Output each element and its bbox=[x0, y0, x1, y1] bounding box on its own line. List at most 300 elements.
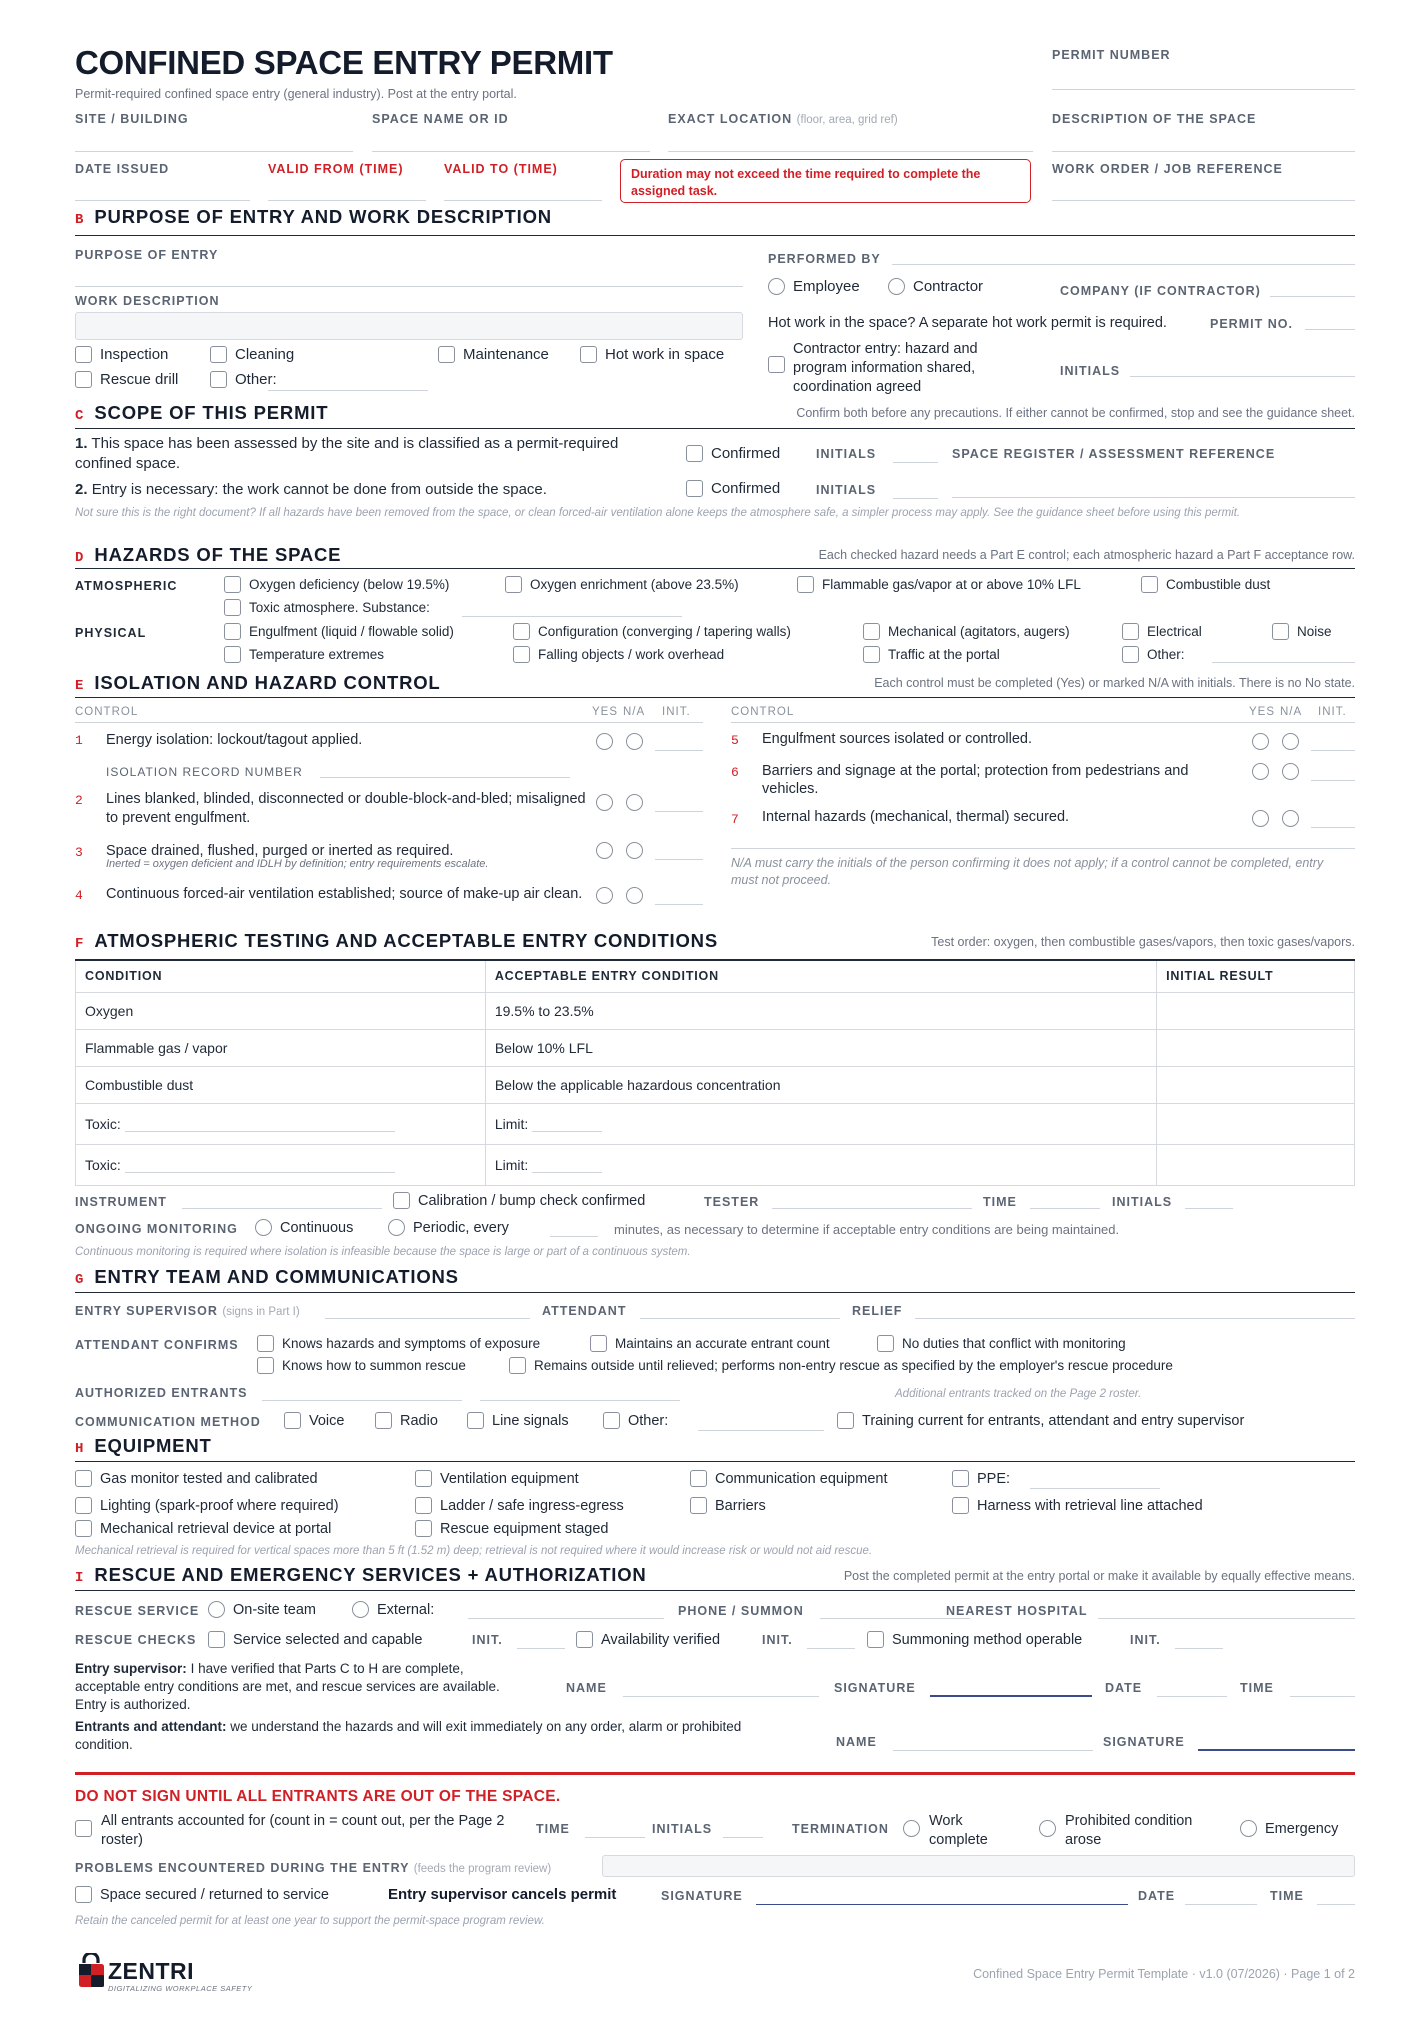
closeout-warning: DO NOT SIGN UNTIL ALL ENTRANTS ARE OUT OF THE SPACE. bbox=[75, 1788, 561, 1805]
checkbox[interactable] bbox=[513, 646, 530, 663]
checkbox[interactable] bbox=[210, 346, 227, 363]
cancel-signature-field[interactable] bbox=[756, 1904, 1128, 1905]
result-cell[interactable] bbox=[1157, 1103, 1355, 1144]
control-2-number: 2 bbox=[75, 793, 83, 808]
control-4-text: Continuous forced-air ventilation established; source of make-up air clean. bbox=[106, 886, 583, 902]
radio[interactable] bbox=[1240, 1820, 1257, 1837]
result-cell[interactable] bbox=[1157, 1029, 1355, 1066]
control-6-yes[interactable] bbox=[1252, 763, 1269, 780]
checkbox[interactable] bbox=[797, 576, 814, 593]
condition-cell[interactable]: Toxic: bbox=[76, 1144, 486, 1185]
date-issued-label: DATE ISSUED bbox=[75, 162, 170, 176]
atmospheric-table bbox=[75, 959, 1355, 1186]
entrant-field-2[interactable] bbox=[480, 1400, 680, 1401]
additional-entrants-note: Additional entrants tracked on the Page 2 roster. bbox=[895, 1388, 1142, 1400]
cleaning-option[interactable]: Cleaning bbox=[210, 346, 294, 363]
training-current[interactable]: Training current for entrants, attendant and entry supervisor bbox=[837, 1412, 1244, 1429]
attendant-remains-outside[interactable]: Remains outside until relieved; performs non-entry rescue as specified by the employer's rescue procedure bbox=[509, 1357, 1173, 1374]
work-description-field[interactable] bbox=[75, 312, 743, 340]
communication-method-label: COMMUNICATION METHOD bbox=[75, 1415, 261, 1429]
toxic-substance-field[interactable] bbox=[462, 616, 682, 617]
control-2-initials[interactable] bbox=[655, 811, 703, 812]
checkbox[interactable] bbox=[686, 445, 703, 462]
summon-init-field[interactable] bbox=[1175, 1648, 1223, 1649]
closeout-time-field[interactable] bbox=[585, 1837, 645, 1838]
section-e-note: Each control must be completed (Yes) or marked N/A with initials. There is no No state. bbox=[874, 676, 1355, 690]
comm-line-signals[interactable]: Line signals bbox=[467, 1412, 569, 1429]
closeout-initials-field[interactable] bbox=[723, 1837, 763, 1838]
performed-by-field[interactable] bbox=[892, 264, 1355, 265]
svc-init-label: INIT. bbox=[472, 1633, 503, 1647]
page-title: CONFINED SPACE ENTRY PERMIT bbox=[75, 44, 613, 81]
control-7-text: Internal hazards (mechanical, thermal) secured. bbox=[762, 809, 1070, 825]
control-3-na[interactable] bbox=[626, 842, 643, 859]
radio[interactable] bbox=[388, 1219, 405, 1236]
entry-supervisor-label: ENTRY SUPERVISOR (signs in Part I) bbox=[75, 1304, 300, 1318]
control-1-initials[interactable] bbox=[655, 750, 703, 751]
check-service-capable[interactable]: Service selected and capable bbox=[208, 1631, 422, 1648]
valid-from-field[interactable] bbox=[268, 200, 426, 201]
checkbox[interactable] bbox=[75, 1470, 92, 1487]
radio[interactable] bbox=[903, 1820, 920, 1837]
entrant-name-label: NAME bbox=[836, 1735, 877, 1749]
site-field[interactable] bbox=[75, 151, 353, 152]
entrants-acknowledgement-text: Entrants and attendant: we understand the hazards and will exit immediately on any order, alarm or prohibited condition. bbox=[75, 1719, 742, 1752]
entrant-field-1[interactable] bbox=[262, 1400, 462, 1401]
equip-harness[interactable]: Harness with retrieval line attached bbox=[952, 1497, 1203, 1514]
register-label: SPACE REGISTER / ASSESSMENT REFERENCE bbox=[952, 447, 1276, 461]
permit-no-field[interactable] bbox=[1305, 329, 1355, 330]
control-3-text: Space drained, flushed, purged or inerted as required. bbox=[106, 843, 454, 859]
checkbox[interactable] bbox=[580, 346, 597, 363]
closeout-time-label: TIME bbox=[536, 1822, 570, 1836]
scope-1-initials-field[interactable] bbox=[893, 462, 938, 463]
checkbox[interactable] bbox=[576, 1631, 593, 1648]
control-1-number: 1 bbox=[75, 733, 83, 748]
cancel-date-label: DATE bbox=[1138, 1889, 1176, 1903]
comm-other-field[interactable] bbox=[698, 1430, 824, 1431]
result-cell[interactable] bbox=[1157, 992, 1355, 1029]
checkbox[interactable] bbox=[867, 1631, 884, 1648]
equip-ladder[interactable]: Ladder / safe ingress-egress bbox=[415, 1497, 624, 1514]
checkbox[interactable] bbox=[837, 1412, 854, 1429]
supervisor-name-label: NAME bbox=[566, 1681, 607, 1695]
checkbox[interactable] bbox=[224, 576, 241, 593]
table-header-condition: CONDITION bbox=[76, 960, 486, 992]
section-f-header: F ATMOSPHERIC TESTING AND ACCEPTABLE ENTRY CONDITIONS bbox=[75, 930, 718, 952]
table-header-result: INITIAL RESULT bbox=[1157, 960, 1355, 992]
na-header-left: N/A bbox=[623, 706, 646, 718]
problems-field[interactable] bbox=[602, 1855, 1355, 1877]
date-issued-field[interactable] bbox=[75, 200, 250, 201]
inspection-option[interactable]: Inspection bbox=[75, 346, 168, 363]
contractor-entry-checkbox[interactable] bbox=[768, 356, 785, 373]
description-field[interactable] bbox=[1052, 151, 1355, 152]
na-header-right: N/A bbox=[1280, 706, 1303, 718]
entrants-accounted-checkbox[interactable] bbox=[75, 1820, 92, 1837]
attendant-knows-hazards[interactable]: Knows hazards and symptoms of exposure bbox=[257, 1335, 540, 1352]
section-h-header: H EQUIPMENT bbox=[75, 1435, 212, 1457]
acceptable-cell[interactable]: Limit: bbox=[485, 1144, 1156, 1185]
other-option[interactable]: Other: bbox=[210, 371, 277, 388]
equip-communication[interactable]: Communication equipment bbox=[690, 1470, 887, 1487]
hazard-configuration[interactable]: Configuration (converging / tapering walls) bbox=[513, 623, 791, 640]
control-3-note: Inerted = oxygen deficient and IDLH by definition; entry requirements escalate. bbox=[106, 858, 489, 870]
checkbox[interactable] bbox=[438, 346, 455, 363]
radio[interactable] bbox=[768, 278, 785, 295]
checkbox[interactable] bbox=[75, 371, 92, 388]
scope-footnote: Not sure this is the right document? If all hazards have been removed from the space, or clean forced-air ventilation alone keeps the atmosphere safe, a simpler process may apply. See the guidance sheet before using this permit. bbox=[75, 507, 1241, 519]
control-2-na[interactable] bbox=[626, 794, 643, 811]
hazard-traffic[interactable]: Traffic at the portal bbox=[863, 646, 1000, 663]
physical-label: PHYSICAL bbox=[75, 626, 147, 640]
hazard-other[interactable]: Other: bbox=[1122, 646, 1185, 663]
supervisor-time-field[interactable] bbox=[1290, 1696, 1355, 1697]
performed-by-label: PERFORMED BY bbox=[768, 252, 881, 266]
authorized-entrants-label: AUTHORIZED ENTRANTS bbox=[75, 1386, 248, 1400]
rescue-external[interactable]: External: bbox=[352, 1601, 434, 1618]
hazard-electrical[interactable]: Electrical bbox=[1122, 623, 1202, 640]
comm-other[interactable]: Other: bbox=[603, 1412, 668, 1429]
section-h-rule bbox=[75, 1461, 1355, 1462]
check-summoning[interactable]: Summoning method operable bbox=[867, 1631, 1082, 1648]
termination-label: TERMINATION bbox=[792, 1822, 889, 1836]
section-b-header: B PURPOSE OF ENTRY AND WORK DESCRIPTION bbox=[75, 206, 552, 228]
test-initials-label: INITIALS bbox=[1112, 1195, 1173, 1209]
equip-barriers[interactable]: Barriers bbox=[690, 1497, 766, 1514]
check-availability[interactable]: Availability verified bbox=[576, 1631, 720, 1648]
section-i-rule bbox=[75, 1590, 1355, 1591]
condition-cell: Combustible dust bbox=[76, 1066, 486, 1103]
equip-gas-monitor[interactable]: Gas monitor tested and calibrated bbox=[75, 1470, 318, 1487]
checkbox[interactable] bbox=[603, 1412, 620, 1429]
hazard-o2-deficiency[interactable]: Oxygen deficiency (below 19.5%) bbox=[224, 576, 449, 593]
supervisor-signature-field[interactable] bbox=[930, 1695, 1092, 1697]
checkbox[interactable] bbox=[690, 1470, 707, 1487]
termination-emergency[interactable]: Emergency bbox=[1240, 1820, 1338, 1837]
checkbox[interactable] bbox=[1272, 623, 1289, 640]
checkbox[interactable] bbox=[375, 1412, 392, 1429]
monitoring-footnote: Continuous monitoring is required where isolation is infeasible because the space is large or part of a continuous system. bbox=[75, 1246, 691, 1258]
ongoing-monitoring-label: ONGOING MONITORING bbox=[75, 1222, 238, 1236]
contractor-initials-field[interactable] bbox=[1130, 376, 1355, 377]
hazard-other-field[interactable] bbox=[1212, 662, 1355, 663]
control-3-initials[interactable] bbox=[655, 859, 703, 860]
checkbox[interactable] bbox=[208, 1631, 225, 1648]
permit-number-field[interactable] bbox=[1052, 89, 1355, 90]
checkbox[interactable] bbox=[75, 1820, 92, 1837]
yes-header-left: YES bbox=[592, 706, 619, 718]
section-c-note: Confirm both before any precautions. If either cannot be confirmed, stop and see the guidance sheet. bbox=[796, 406, 1355, 420]
site-label: SITE / BUILDING bbox=[75, 112, 189, 126]
work-order-field[interactable] bbox=[1052, 200, 1355, 201]
cancel-time-label: TIME bbox=[1270, 1889, 1304, 1903]
other-field[interactable] bbox=[268, 390, 428, 391]
checkbox[interactable] bbox=[284, 1412, 301, 1429]
section-b-rule bbox=[75, 235, 1355, 236]
na-note: N/A must carry the initials of the person confirming it does not apply; if a control cannot be completed, entry must not proceed. bbox=[731, 856, 1324, 887]
checkbox[interactable] bbox=[1122, 646, 1139, 663]
checkbox[interactable] bbox=[224, 623, 241, 640]
calibration-option[interactable]: Calibration / bump check confirmed bbox=[393, 1192, 645, 1209]
continuous-option[interactable]: Continuous bbox=[255, 1219, 353, 1236]
purpose-field[interactable] bbox=[75, 286, 743, 287]
checkbox[interactable] bbox=[1122, 623, 1139, 640]
purpose-label: PURPOSE OF ENTRY bbox=[75, 248, 219, 262]
contractor-entry-text: Contractor entry: hazard and program information shared, coordination agreed bbox=[793, 341, 978, 395]
test-time-label: TIME bbox=[983, 1195, 1017, 1209]
scope-2-confirmed[interactable]: Confirmed bbox=[686, 480, 780, 497]
rescue-checks-label: RESCUE CHECKS bbox=[75, 1633, 197, 1647]
entrants-accounted-text: All entrants accounted for (count in = count out, per the Page 2 roster) bbox=[101, 1813, 505, 1848]
equip-mechanical-retrieval[interactable]: Mechanical retrieval device at portal bbox=[75, 1520, 331, 1537]
scope-1-initials-label: INITIALS bbox=[816, 447, 877, 461]
control-5-na[interactable] bbox=[1282, 733, 1299, 750]
control-6-na[interactable] bbox=[1282, 763, 1299, 780]
svc-init-field[interactable] bbox=[517, 1648, 565, 1649]
checkbox[interactable] bbox=[590, 1335, 607, 1352]
control-1-yes[interactable] bbox=[596, 733, 613, 750]
footer-version: Confined Space Entry Permit Template · v1.0 (07/2026) · Page 1 of 2 bbox=[973, 1967, 1355, 1981]
control-7-initials[interactable] bbox=[1311, 827, 1355, 828]
hazard-flammable[interactable]: Flammable gas/vapor at or above 10% LFL bbox=[797, 576, 1081, 593]
section-i-note: Post the completed permit at the entry portal or make it available by equally effective means. bbox=[843, 1569, 1355, 1583]
space-name-field[interactable] bbox=[372, 151, 650, 152]
rescue-drill-option[interactable]: Rescue drill bbox=[75, 371, 178, 388]
checkbox[interactable] bbox=[415, 1497, 432, 1514]
contractor-option[interactable]: Contractor bbox=[888, 278, 983, 295]
control-6-number: 6 bbox=[731, 765, 739, 780]
isolation-record-field[interactable] bbox=[320, 777, 570, 778]
control-3-number: 3 bbox=[75, 845, 83, 860]
exact-location-field[interactable] bbox=[668, 151, 1033, 152]
cancel-signature-label: SIGNATURE bbox=[661, 1889, 743, 1903]
condition-cell[interactable]: Toxic: bbox=[76, 1103, 486, 1144]
result-cell[interactable] bbox=[1157, 1144, 1355, 1185]
relief-label: RELIEF bbox=[852, 1304, 903, 1318]
summon-init-label: INIT. bbox=[1130, 1633, 1161, 1647]
control-6-initials[interactable] bbox=[1311, 780, 1355, 781]
hazard-noise[interactable]: Noise bbox=[1272, 623, 1332, 640]
scope-2-initials-field[interactable] bbox=[893, 498, 938, 499]
equip-rescue[interactable]: Rescue equipment staged bbox=[415, 1520, 608, 1537]
supervisor-date-label: DATE bbox=[1105, 1681, 1143, 1695]
result-cell[interactable] bbox=[1157, 1066, 1355, 1103]
checkbox[interactable] bbox=[863, 623, 880, 640]
hazard-mechanical[interactable]: Mechanical (agitators, augers) bbox=[863, 623, 1070, 640]
phone-field[interactable] bbox=[820, 1618, 970, 1619]
control-5-number: 5 bbox=[731, 733, 739, 748]
closeout-initials-label: INITIALS bbox=[652, 1822, 713, 1836]
acceptable-cell[interactable]: Limit: bbox=[485, 1103, 1156, 1144]
termination-work-complete[interactable] bbox=[903, 1820, 920, 1837]
checkbox[interactable] bbox=[75, 346, 92, 363]
checkbox[interactable] bbox=[257, 1335, 274, 1352]
entrant-name-field[interactable] bbox=[893, 1750, 1093, 1751]
work-description-label: WORK DESCRIPTION bbox=[75, 294, 220, 308]
maintenance-option[interactable]: Maintenance bbox=[438, 346, 549, 363]
equip-ventilation[interactable]: Ventilation equipment bbox=[415, 1470, 579, 1487]
table-row bbox=[76, 1144, 1355, 1185]
control-7-yes[interactable] bbox=[1252, 810, 1269, 827]
control-7-number: 7 bbox=[731, 812, 739, 827]
control-5-text: Engulfment sources isolated or controlled. bbox=[762, 731, 1033, 747]
table-row bbox=[76, 1029, 1355, 1066]
work-order-label: WORK ORDER / JOB REFERENCE bbox=[1052, 162, 1283, 176]
table-row bbox=[76, 1066, 1355, 1103]
rescue-external-field[interactable] bbox=[468, 1618, 664, 1619]
checkbox[interactable] bbox=[75, 1886, 92, 1903]
checkbox[interactable] bbox=[686, 480, 703, 497]
section-i-header: I RESCUE AND EMERGENCY SERVICES + AUTHORIZATION bbox=[75, 1564, 647, 1586]
hazard-falling[interactable]: Falling objects / work overhead bbox=[513, 646, 724, 663]
control-5-yes[interactable] bbox=[1252, 733, 1269, 750]
table-header-row bbox=[76, 960, 1355, 992]
test-time-field[interactable] bbox=[1030, 1208, 1100, 1209]
checkbox[interactable] bbox=[224, 646, 241, 663]
checkbox[interactable] bbox=[210, 371, 227, 388]
acceptable-cell: Below 10% LFL bbox=[485, 1029, 1156, 1066]
checkbox[interactable] bbox=[467, 1412, 484, 1429]
radio[interactable] bbox=[352, 1601, 369, 1618]
scope-item-1: 1. This space has been assessed by the site and is classified as a permit-required confined space. bbox=[75, 435, 619, 472]
control-3-yes[interactable] bbox=[596, 842, 613, 859]
attendant-entrant-count[interactable]: Maintains an accurate entrant count bbox=[590, 1335, 830, 1352]
tester-field[interactable] bbox=[772, 1208, 972, 1209]
checkbox[interactable] bbox=[224, 599, 241, 616]
hot-work-note: Hot work in the space? A separate hot work permit is required. bbox=[768, 315, 1167, 331]
control-7-na[interactable] bbox=[1282, 810, 1299, 827]
periodic-option[interactable]: Periodic, every bbox=[388, 1219, 509, 1236]
scope-item-2: 2. Entry is necessary: the work cannot be done from outside the space. bbox=[75, 481, 547, 498]
hazard-temperature[interactable]: Temperature extremes bbox=[224, 646, 384, 663]
comm-voice[interactable]: Voice bbox=[284, 1412, 344, 1429]
test-initials-field[interactable] bbox=[1185, 1208, 1233, 1209]
checkbox[interactable] bbox=[952, 1470, 969, 1487]
section-g-rule bbox=[75, 1292, 1355, 1293]
checkbox[interactable] bbox=[768, 356, 785, 373]
control-header-right: CONTROL bbox=[731, 706, 795, 718]
supervisor-date-field[interactable] bbox=[1157, 1696, 1227, 1697]
checkbox[interactable] bbox=[415, 1470, 432, 1487]
company-field[interactable] bbox=[1270, 296, 1355, 297]
entry-supervisor-field[interactable] bbox=[325, 1318, 530, 1319]
checkbox[interactable] bbox=[877, 1335, 894, 1352]
register-field[interactable] bbox=[952, 497, 1355, 498]
permit-no-label: PERMIT NO. bbox=[1210, 317, 1293, 331]
scope-2-initials-label: INITIALS bbox=[816, 483, 877, 497]
checkbox[interactable] bbox=[690, 1497, 707, 1514]
instrument-field[interactable] bbox=[182, 1208, 382, 1209]
control-header-rule-right bbox=[731, 722, 1355, 723]
atmospheric-label: ATMOSPHERIC bbox=[75, 579, 178, 593]
checkbox[interactable] bbox=[257, 1357, 274, 1374]
checkbox[interactable] bbox=[1141, 576, 1158, 593]
radio[interactable] bbox=[888, 278, 905, 295]
cancel-date-field[interactable] bbox=[1185, 1904, 1257, 1905]
rescue-service-label: RESCUE SERVICE bbox=[75, 1604, 200, 1618]
control-5-initials[interactable] bbox=[1311, 750, 1355, 751]
valid-to-label: VALID TO (TIME) bbox=[444, 162, 558, 176]
control-header-rule-left bbox=[75, 722, 703, 723]
termination-prohibited[interactable] bbox=[1039, 1820, 1056, 1837]
scope-1-confirmed[interactable]: Confirmed bbox=[686, 445, 780, 462]
hospital-label: NEAREST HOSPITAL bbox=[946, 1604, 1088, 1618]
checkbox[interactable] bbox=[513, 623, 530, 640]
radio[interactable] bbox=[208, 1601, 225, 1618]
rescue-onsite[interactable]: On-site team bbox=[208, 1601, 316, 1618]
periodic-minutes-field[interactable] bbox=[550, 1236, 598, 1237]
supervisor-name-field[interactable] bbox=[623, 1696, 819, 1697]
attendant-field[interactable] bbox=[640, 1318, 840, 1319]
hot-work-option[interactable]: Hot work in space bbox=[580, 346, 724, 363]
section-e-header: E ISOLATION AND HAZARD CONTROL bbox=[75, 672, 441, 694]
table-row bbox=[76, 1103, 1355, 1144]
brand-tagline: DIGITALIZING WORKPLACE SAFETY bbox=[108, 1984, 253, 1993]
checkbox[interactable] bbox=[505, 576, 522, 593]
control-4-na[interactable] bbox=[626, 887, 643, 904]
checkbox[interactable] bbox=[415, 1520, 432, 1537]
equip-ppe-field[interactable] bbox=[1030, 1488, 1160, 1489]
checkbox[interactable] bbox=[75, 1497, 92, 1514]
instrument-label: INSTRUMENT bbox=[75, 1195, 167, 1209]
relief-field[interactable] bbox=[915, 1318, 1355, 1319]
avail-init-field[interactable] bbox=[807, 1648, 855, 1649]
phone-label: PHONE / SUMMON bbox=[678, 1604, 804, 1618]
work-complete-text: Work complete bbox=[929, 1813, 988, 1848]
cancel-time-field[interactable] bbox=[1317, 1904, 1355, 1905]
space-secured-option[interactable]: Space secured / returned to service bbox=[75, 1886, 329, 1903]
prohibited-text: Prohibited condition arose bbox=[1065, 1813, 1193, 1848]
checkbox[interactable] bbox=[509, 1357, 526, 1374]
hazard-dust[interactable]: Combustible dust bbox=[1141, 576, 1270, 593]
section-d-note: Each checked hazard needs a Part E control; each atmospheric hazard a Part F acceptance row. bbox=[818, 548, 1355, 562]
attendant-no-conflict[interactable]: No duties that conflict with monitoring bbox=[877, 1335, 1126, 1352]
checkbox[interactable] bbox=[393, 1192, 410, 1209]
control-1-na[interactable] bbox=[626, 733, 643, 750]
section-c-rule bbox=[75, 428, 1355, 429]
space-name-label: SPACE NAME OR ID bbox=[372, 112, 509, 126]
valid-to-field[interactable] bbox=[444, 200, 602, 201]
hazard-o2-enrichment[interactable]: Oxygen enrichment (above 23.5%) bbox=[505, 576, 739, 593]
equip-ppe[interactable]: PPE: bbox=[952, 1470, 1010, 1487]
control-6-text: Barriers and signage at the portal; protection from pedestrians and vehicles. bbox=[762, 763, 1189, 797]
control-2-yes[interactable] bbox=[596, 794, 613, 811]
section-e-rule bbox=[75, 697, 1355, 698]
comm-radio[interactable]: Radio bbox=[375, 1412, 438, 1429]
acceptable-cell: 19.5% to 23.5% bbox=[485, 992, 1156, 1029]
entrant-signature-field[interactable] bbox=[1198, 1749, 1355, 1751]
control-4-initials[interactable] bbox=[655, 904, 703, 905]
control-4-yes[interactable] bbox=[596, 887, 613, 904]
hospital-field[interactable] bbox=[1098, 1618, 1355, 1619]
employee-option[interactable]: Employee bbox=[768, 278, 860, 295]
attendant-summon-rescue[interactable]: Knows how to summon rescue bbox=[257, 1357, 466, 1374]
yes-header-right: YES bbox=[1249, 706, 1276, 718]
checkbox[interactable] bbox=[952, 1497, 969, 1514]
description-label: DESCRIPTION OF THE SPACE bbox=[1052, 112, 1257, 126]
radio[interactable] bbox=[255, 1219, 272, 1236]
hazard-toxic[interactable]: Toxic atmosphere. Substance: bbox=[224, 599, 430, 616]
table-header-acceptable: ACCEPTABLE ENTRY CONDITION bbox=[485, 960, 1156, 992]
radio[interactable] bbox=[1039, 1820, 1056, 1837]
exact-location-label: EXACT LOCATION (floor, area, grid ref) bbox=[668, 112, 898, 126]
equip-lighting[interactable]: Lighting (spark-proof where required) bbox=[75, 1497, 339, 1514]
checkbox[interactable] bbox=[75, 1520, 92, 1537]
checkbox[interactable] bbox=[863, 646, 880, 663]
supervisor-signature-label: SIGNATURE bbox=[834, 1681, 916, 1695]
hazard-engulfment[interactable]: Engulfment (liquid / flowable solid) bbox=[224, 623, 454, 640]
